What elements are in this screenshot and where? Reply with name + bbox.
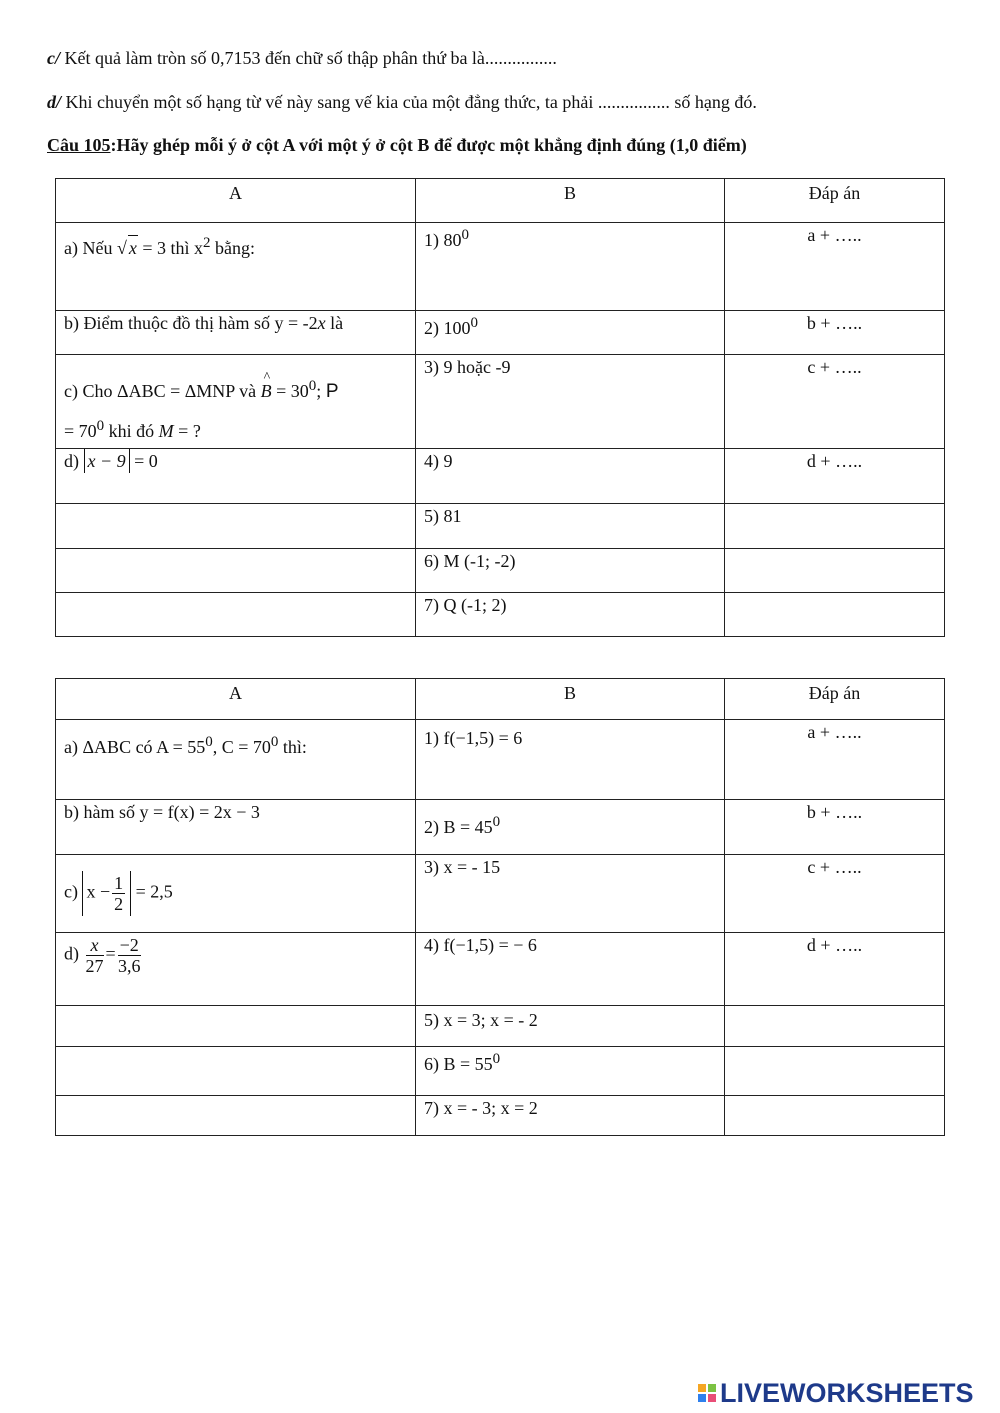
table-row <box>56 720 945 800</box>
table-row <box>56 933 945 1006</box>
cell-a-a: a) ΔABC có $A = 55^0$, $C = 70^0$ thì: <box>56 720 416 800</box>
cell-b-1: 1) $80^0$ <box>416 223 725 311</box>
table-row <box>56 1047 945 1096</box>
header-a: A <box>56 179 416 223</box>
cell-a-empty <box>56 1096 416 1136</box>
cell-b-1: 1) f(−1,5) = 6 <box>416 720 725 800</box>
cell-a-b: b) hàm số y = f(x) = 2x − 3 <box>56 800 416 855</box>
cell-b-3: 3) x = - 15 <box>416 855 725 933</box>
table-row <box>56 855 945 933</box>
cell-answer-empty <box>725 593 945 637</box>
table-row <box>56 1096 945 1136</box>
cell-b-2: 2) $B = 45^0$ <box>416 800 725 855</box>
table-row <box>56 800 945 855</box>
answer-input-c[interactable]: c + ….. <box>725 355 945 449</box>
question-heading <box>47 135 747 156</box>
item-c-label: c/ <box>47 48 60 68</box>
matching-table-2 <box>55 678 945 1136</box>
header-answer: Đáp án <box>725 179 945 223</box>
cell-b-5: 5) x = 3; x = - 2 <box>416 1006 725 1047</box>
cell-a-a: a) Nếu √ x = 3 thì $x^2$ bằng: <box>56 223 416 311</box>
cell-b-6: 6) $B = 55^0$ <box>416 1047 725 1096</box>
cell-b-2: 2) $100^0$ <box>416 311 725 355</box>
cell-answer-empty <box>725 504 945 549</box>
logo-text: LIVEWORKSHEETS <box>720 1377 974 1408</box>
table-row <box>56 504 945 549</box>
answer-input-b[interactable]: b + ….. <box>725 311 945 355</box>
cell-a-c: c) x − $\frac{1}{2}$ = 2,5 <box>56 855 416 933</box>
liveworksheets-logo <box>698 1378 974 1408</box>
answer-input-b[interactable]: b + ….. <box>725 800 945 855</box>
answer-input-a[interactable]: a + ….. <box>725 223 945 311</box>
table-row <box>56 449 945 504</box>
cell-answer-empty <box>725 1047 945 1096</box>
matching-table-1 <box>55 178 945 637</box>
table-row <box>56 1006 945 1047</box>
question-text: :Hãy ghép mỗi ý ở cột A với một ý ở cột B để được một khẳng định đúng (1,0 điểm) <box>110 135 747 155</box>
header-answer: Đáp án <box>725 679 945 720</box>
answer-input-d[interactable]: d + ….. <box>725 449 945 504</box>
cell-a-c: c) Cho ΔABC = ΔMNP và ^ $B = 30^0$; P = $70^0$ khi đó M = ? <box>56 355 416 449</box>
cell-answer-empty <box>725 1006 945 1047</box>
item-c-text: Kết quả làm tròn số 0,7153 đến chữ số thập phân thứ ba là................ <box>64 48 557 68</box>
cell-b-5: 5) 81 <box>416 504 725 549</box>
item-c <box>47 48 557 69</box>
table-row <box>56 593 945 637</box>
cell-answer-empty <box>725 549 945 593</box>
header-a: A <box>56 679 416 720</box>
cell-a-d: d) $\frac{x}{27}$ = $\frac{-2}{3,6}$ <box>56 933 416 1006</box>
table-row <box>56 549 945 593</box>
cell-a-d: d) x − 9 = 0 <box>56 449 416 504</box>
item-d-text: Khi chuyển một số hạng từ vế này sang vế kia của một đẳng thức, ta phải ................ số hạng đó. <box>65 92 757 112</box>
cell-a-b: b) Điểm thuộc đồ thị hàm số y = -2x là <box>56 311 416 355</box>
item-d-label: d/ <box>47 92 62 112</box>
table-header <box>56 179 945 223</box>
cell-a-empty <box>56 1047 416 1096</box>
table-row <box>56 355 945 449</box>
logo-icon <box>698 1384 716 1402</box>
cell-a-empty <box>56 1006 416 1047</box>
item-d <box>47 92 757 113</box>
answer-input-c[interactable]: c + ….. <box>725 855 945 933</box>
cell-a-empty <box>56 504 416 549</box>
table-row <box>56 311 945 355</box>
cell-a-empty <box>56 593 416 637</box>
answer-input-d[interactable]: d + ….. <box>725 933 945 1006</box>
table-header <box>56 679 945 720</box>
cell-b-7: 7) x = - 3; x = 2 <box>416 1096 725 1136</box>
cell-b-4: 4) f(−1,5) = − 6 <box>416 933 725 1006</box>
cell-answer-empty <box>725 1096 945 1136</box>
cell-b-3: 3) 9 hoặc -9 <box>416 355 725 449</box>
cell-b-6: 6) M (-1; -2) <box>416 549 725 593</box>
header-b: B <box>416 679 725 720</box>
cell-a-empty <box>56 549 416 593</box>
cell-b-4: 4) 9 <box>416 449 725 504</box>
answer-input-a[interactable]: a + ….. <box>725 720 945 800</box>
table-row <box>56 223 945 311</box>
cell-b-7: 7) Q (-1; 2) <box>416 593 725 637</box>
header-b: B <box>416 179 725 223</box>
question-label: Câu 105 <box>47 135 111 155</box>
